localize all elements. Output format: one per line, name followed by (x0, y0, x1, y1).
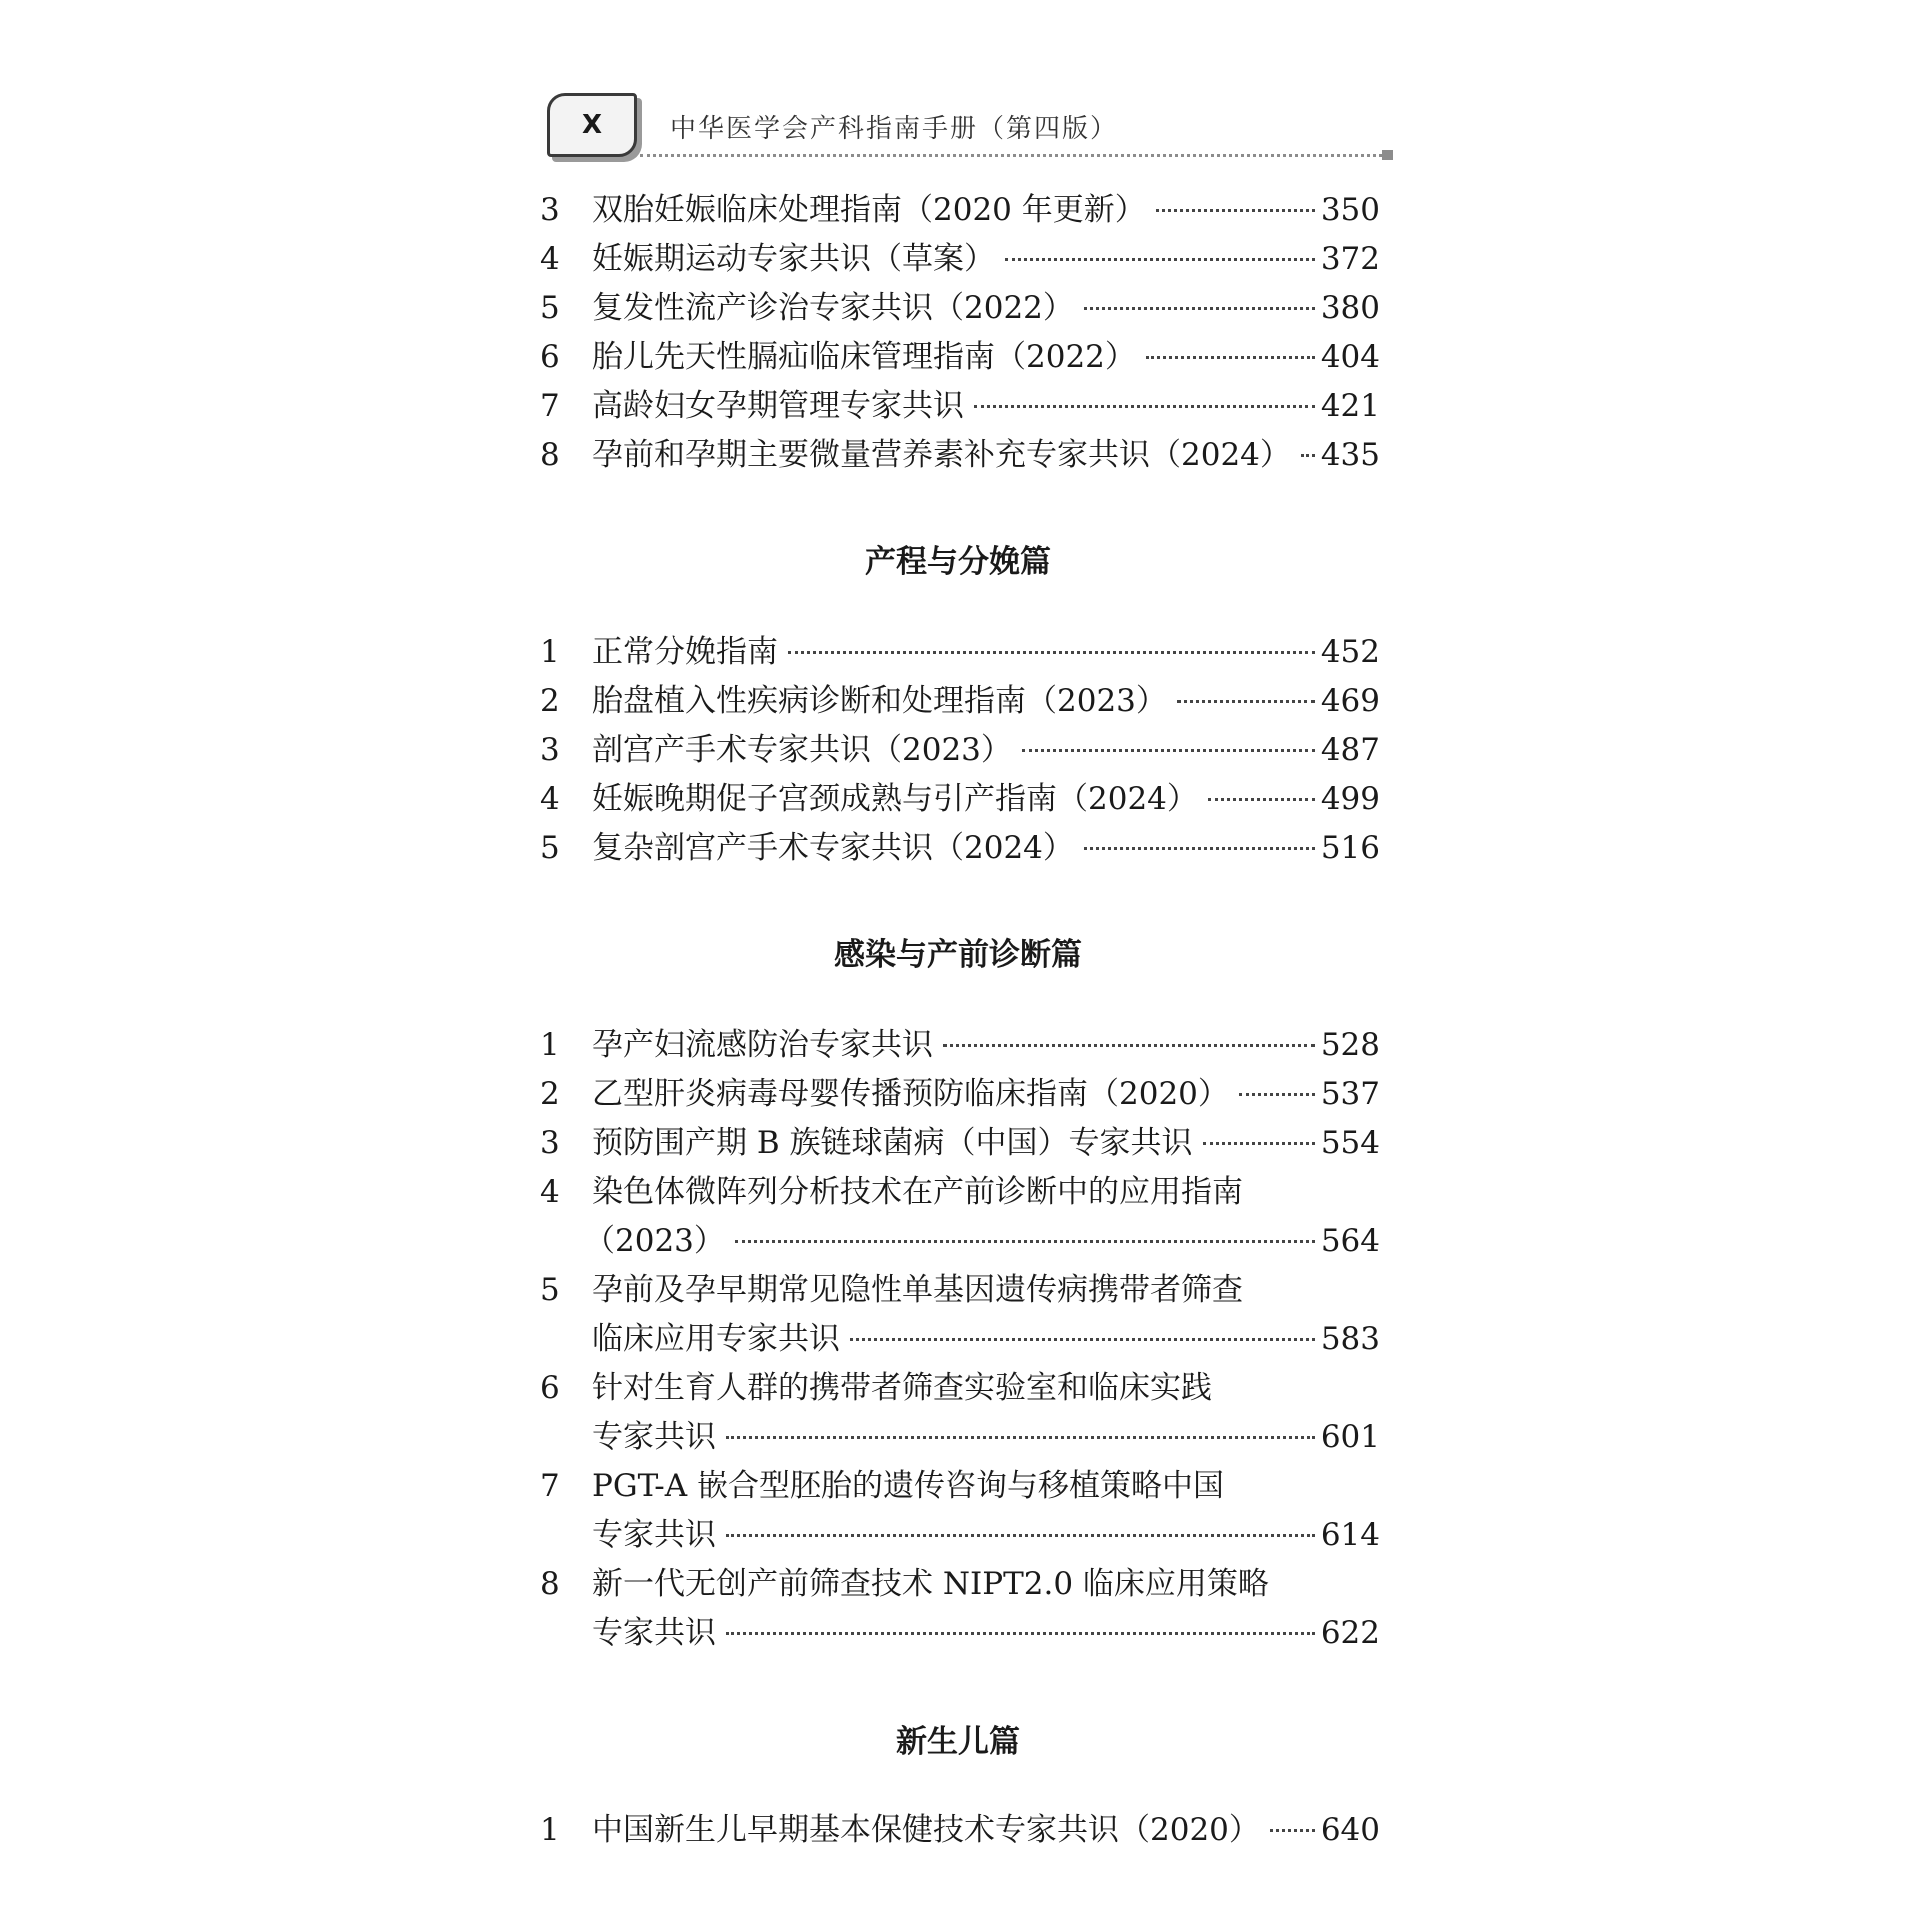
entry-number: 3 (540, 1125, 560, 1161)
entry-page: 516 (1320, 830, 1380, 866)
entry-page: 554 (1320, 1125, 1380, 1161)
dot-leader (1084, 307, 1315, 310)
entry-title-continued: 专家共识 (592, 1419, 716, 1455)
entry-number: 6 (540, 339, 560, 375)
entry-title: 复发性流产诊治专家共识（2022） (592, 290, 1074, 326)
section-heading: 新生儿篇 (896, 1724, 1020, 1760)
toc-entry[interactable] (540, 1168, 1380, 1265)
entry-title: 剖宫产手术专家共识（2023） (592, 732, 1012, 768)
entry-title: 妊娠期运动专家共识（草案） (592, 241, 995, 277)
entry-page: 640 (1320, 1812, 1380, 1848)
header-divider-end (1382, 150, 1393, 160)
toc-entry[interactable] (540, 677, 1380, 725)
dot-leader (1156, 209, 1315, 212)
entry-page: 435 (1320, 437, 1380, 473)
dot-leader (1005, 258, 1315, 261)
entry-page: 601 (1320, 1419, 1380, 1455)
entry-title: 妊娠晚期促子宫颈成熟与引产指南（2024） (592, 781, 1198, 817)
entry-title: 新一代无创产前筛查技术 NIPT2.0 临床应用策略 (592, 1566, 1269, 1602)
entry-page: 583 (1320, 1321, 1380, 1357)
entry-page: 528 (1320, 1027, 1380, 1063)
entry-title-continued: （2023） (584, 1223, 725, 1259)
entry-page: 452 (1320, 634, 1380, 670)
entry-page: 614 (1320, 1517, 1380, 1553)
toc-entry[interactable] (540, 824, 1380, 872)
entry-title: 复杂剖宫产手术专家共识（2024） (592, 830, 1074, 866)
dot-leader (943, 1044, 1315, 1047)
entry-number: 7 (540, 388, 560, 424)
entry-page: 350 (1320, 192, 1380, 228)
entry-number: 1 (540, 634, 560, 670)
entry-number: 3 (540, 732, 560, 768)
entry-number: 3 (540, 192, 560, 228)
entry-page: 487 (1320, 732, 1380, 768)
entry-number: 5 (540, 830, 560, 866)
entry-number: 7 (540, 1468, 560, 1504)
dot-leader (1301, 454, 1315, 457)
entry-page: 564 (1320, 1223, 1380, 1259)
entry-title: 孕产妇流感防治专家共识 (592, 1027, 933, 1063)
toc-entry[interactable] (540, 284, 1380, 332)
dot-leader (1084, 847, 1315, 850)
dot-leader (1270, 1829, 1315, 1832)
toc-entry[interactable] (540, 726, 1380, 774)
toc-entry[interactable] (540, 1021, 1380, 1069)
entry-number: 1 (540, 1027, 560, 1063)
dot-leader (850, 1338, 1315, 1341)
entry-number: 5 (540, 290, 560, 326)
entry-page: 372 (1320, 241, 1380, 277)
toc-entry[interactable] (540, 333, 1380, 381)
entry-number: 6 (540, 1370, 560, 1406)
entry-title: 孕前及孕早期常见隐性单基因遗传病携带者筛查 (592, 1272, 1243, 1308)
entry-title-continued: 临床应用专家共识 (592, 1321, 840, 1357)
toc-entry[interactable] (540, 1266, 1380, 1363)
dot-leader (1177, 700, 1315, 703)
dot-leader (1022, 749, 1315, 752)
entry-title-continued: 专家共识 (592, 1615, 716, 1651)
entry-number: 1 (540, 1812, 560, 1848)
entry-title-continued: 专家共识 (592, 1517, 716, 1553)
entry-title: 孕前和孕期主要微量营养素补充专家共识（2024） (592, 437, 1291, 473)
entry-number: 8 (540, 437, 560, 473)
dot-leader (788, 651, 1315, 654)
entry-page: 537 (1320, 1076, 1380, 1112)
toc-entry[interactable] (540, 775, 1380, 823)
entry-number: 2 (540, 1076, 560, 1112)
toc-entry[interactable] (540, 628, 1380, 676)
toc-entry[interactable] (540, 382, 1380, 430)
toc-entry[interactable] (540, 1806, 1380, 1854)
dot-leader (735, 1240, 1315, 1243)
toc-entry[interactable] (540, 235, 1380, 283)
entry-title: 胎盘植入性疾病诊断和处理指南（2023） (592, 683, 1167, 719)
entry-page: 404 (1320, 339, 1380, 375)
header-divider (640, 154, 1388, 157)
toc-entry[interactable] (540, 1462, 1380, 1559)
entry-title: 染色体微阵列分析技术在产前诊断中的应用指南 (592, 1174, 1243, 1210)
entry-number: 4 (540, 781, 560, 817)
entry-title: 乙型肝炎病毒母婴传播预防临床指南（2020） (592, 1076, 1229, 1112)
entry-title: PGT-A 嵌合型胚胎的遗传咨询与移植策略中国 (592, 1468, 1225, 1504)
toc-entry[interactable] (540, 1070, 1380, 1118)
entry-title: 预防围产期 B 族链球菌病（中国）专家共识 (592, 1125, 1193, 1161)
dot-leader (726, 1436, 1315, 1439)
entry-page: 469 (1320, 683, 1380, 719)
dot-leader (1208, 798, 1315, 801)
entry-number: 2 (540, 683, 560, 719)
dot-leader (726, 1632, 1315, 1635)
entry-page: 421 (1320, 388, 1380, 424)
toc-entry[interactable] (540, 431, 1380, 479)
dot-leader (726, 1534, 1315, 1537)
entry-number: 4 (540, 1174, 560, 1210)
dot-leader (1146, 356, 1315, 359)
toc-entry[interactable] (540, 1560, 1380, 1657)
entry-number: 8 (540, 1566, 560, 1602)
entry-title: 胎儿先天性膈疝临床管理指南（2022） (592, 339, 1136, 375)
entry-title: 双胎妊娠临床处理指南（2020 年更新） (592, 192, 1146, 228)
entry-title: 高龄妇女孕期管理专家共识 (592, 388, 964, 424)
toc-entry[interactable] (540, 186, 1380, 234)
section-heading: 感染与产前诊断篇 (834, 937, 1082, 973)
entry-page: 380 (1320, 290, 1380, 326)
entry-page: 622 (1320, 1615, 1380, 1651)
dot-leader (974, 405, 1315, 408)
entry-number: 5 (540, 1272, 560, 1308)
entry-number: 4 (540, 241, 560, 277)
dot-leader (1203, 1142, 1315, 1145)
toc-entry[interactable] (540, 1119, 1380, 1167)
book-title: 中华医学会产科指南手册（第四版） (670, 114, 1119, 144)
entry-title: 针对生育人群的携带者筛查实验室和临床实践 (592, 1370, 1212, 1406)
toc-entry[interactable] (540, 1364, 1380, 1461)
entry-title: 中国新生儿早期基本保健技术专家共识（2020） (592, 1812, 1260, 1848)
page-number-tab (547, 93, 637, 157)
section-heading: 产程与分娩篇 (865, 544, 1051, 580)
page-number: X (581, 110, 603, 140)
entry-page: 499 (1320, 781, 1380, 817)
entry-title: 正常分娩指南 (592, 634, 778, 670)
dot-leader (1239, 1093, 1315, 1096)
